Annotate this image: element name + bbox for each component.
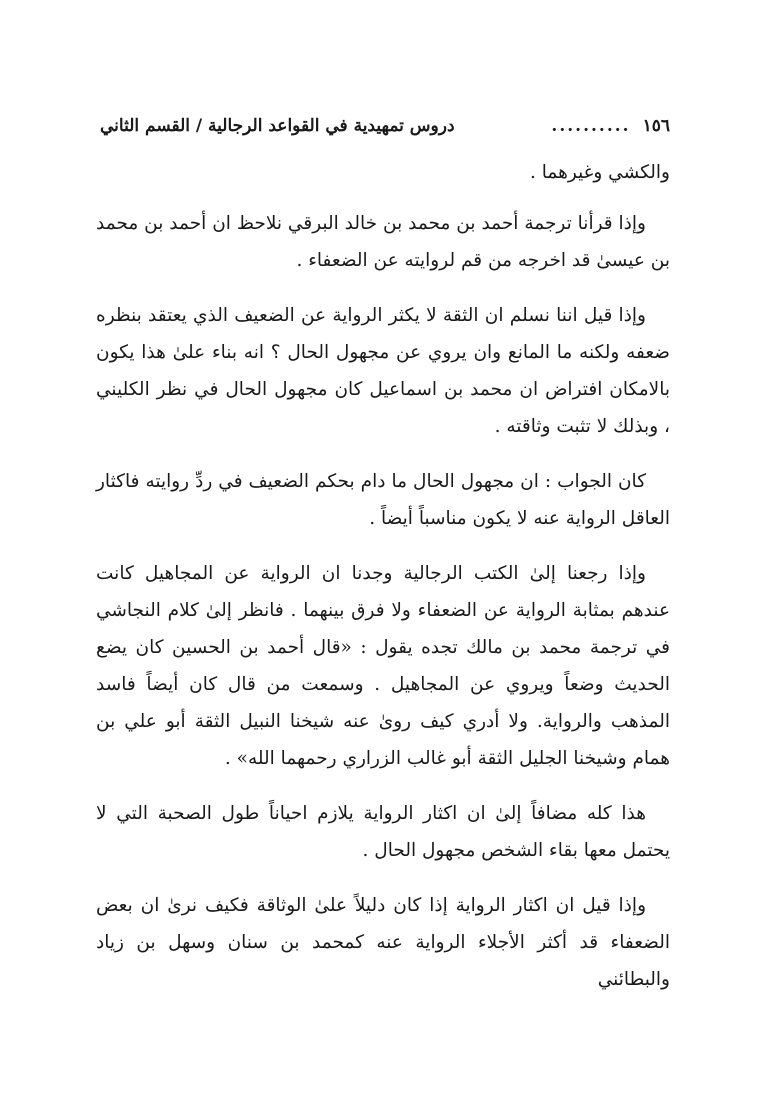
paragraph-7: وإذا قيل ان اكثار الرواية إذا كان دليلاً علىٰ الوثاقة فكيف نرىٰ ان بعض الضعفاء قد أكثر الأجلاء الرواية عنه كمحمد بن سنان وسهل بن زياد والبطائني xyxy=(96,895,670,990)
page-number: ١٥٦ xyxy=(642,116,670,136)
paragraph-4: كان الجواب : ان مجهول الحال ما دام بحكم الضعيف في ردِّ روايته فاكثار العاقل الرواية عنه لا يكون مناسباً أيضاً . xyxy=(96,471,670,529)
paragraph-5: وإذا رجعنا إلىٰ الكتب الرجالية وجدنا ان الرواية عن المجاهيل كانت عندهم بمثابة الرواية عن الضعفاء ولا فرق بينهما . فانظر إلىٰ كلام النجاشي في ترجمة محمد بن مالك تجده يقول : «قال أحمد بن الحسين كان يضع الحديث وضعاً ويروي عن المجاهيل . وسمعت من قال كان أيضاً فاسد المذهب والرواية. ولا أدري كيف روىٰ عنه شيخنا النبيل الثقة أبو علي بن همام وشيخنا الجليل الثقة أبو غالب الزراري رحمهما الله» . xyxy=(96,563,670,769)
paragraph-6: هذا كله مضافاً إلىٰ ان اكثار الرواية يلازم احياناً طول الصحبة التي لا يحتمل معها بقاء الشخص مجهول الحال . xyxy=(96,803,670,861)
paragraph-1: والكشي وغيرهما . xyxy=(530,162,670,183)
paragraph-2: وإذا قرأنا ترجمة أحمد بن محمد بن خالد البرقي نلاحظ ان أحمد بن محمد بن عيسىٰ قد اخرجه من قم لروايته عن الضعفاء . xyxy=(96,213,670,271)
running-header xyxy=(100,112,670,140)
body-text xyxy=(96,154,670,1016)
book-title: دروس تمهيدية في القواعد الرجالية / القسم الثاني xyxy=(100,116,455,136)
header-leader-dots: .......... xyxy=(551,116,631,136)
paragraph-3: وإذا قيل اننا نسلم ان الثقة لا يكثر الرواية عن الضعيف الذي يعتقد بنظره ضعفه ولكنه ما المانع وان يروي عن مجهول الحال ؟ انه بناء علىٰ هذا يكون بالامكان افتراض ان محمد بن اسماعيل كان مجهول الحال في نظر الكليني ، وبذلك لا تثبت وثاقته . xyxy=(96,305,670,437)
